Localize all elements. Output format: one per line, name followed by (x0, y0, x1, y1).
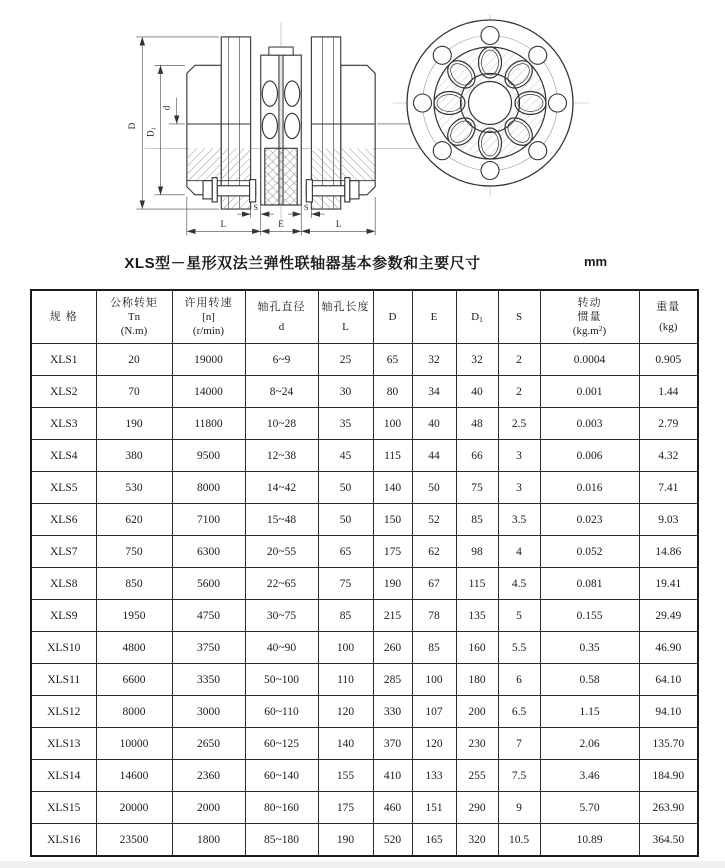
dim-label-d-left: d (161, 105, 172, 111)
value-cell: 370 (373, 728, 412, 760)
value-cell: 12~38 (245, 440, 318, 472)
value-cell: 10.5 (498, 824, 540, 857)
value-cell: 75 (456, 472, 498, 504)
value-cell: 155 (318, 760, 373, 792)
title-row (0, 252, 725, 274)
value-cell: 7.5 (498, 760, 540, 792)
value-cell: 60~125 (245, 728, 318, 760)
value-cell: 750 (96, 536, 172, 568)
spec-cell: XLS1 (31, 344, 96, 376)
value-cell: 85 (318, 600, 373, 632)
value-cell: 14000 (172, 376, 245, 408)
value-cell: 10.89 (540, 824, 639, 857)
spec-cell: XLS11 (31, 664, 96, 696)
value-cell: 11800 (172, 408, 245, 440)
value-cell: 14~42 (245, 472, 318, 504)
value-cell: 0.155 (540, 600, 639, 632)
value-cell: 66 (456, 440, 498, 472)
value-cell: 52 (412, 504, 456, 536)
value-cell: 85 (412, 632, 456, 664)
value-cell: 0.081 (540, 568, 639, 600)
spec-cell: XLS14 (31, 760, 96, 792)
spec-cell: XLS3 (31, 408, 96, 440)
col-D: D (373, 290, 412, 344)
value-cell: 45 (318, 440, 373, 472)
value-cell: 0.905 (639, 344, 698, 376)
col-speed: 许用转速 [n] (r/min) (172, 290, 245, 344)
value-cell: 4 (498, 536, 540, 568)
spec-cell: XLS8 (31, 568, 96, 600)
value-cell: 32 (412, 344, 456, 376)
value-cell: 7100 (172, 504, 245, 536)
value-cell: 2.79 (639, 408, 698, 440)
value-cell: 6.5 (498, 696, 540, 728)
value-cell: 140 (318, 728, 373, 760)
value-cell: 75 (318, 568, 373, 600)
value-cell: 94.10 (639, 696, 698, 728)
value-cell: 255 (456, 760, 498, 792)
value-cell: 10000 (96, 728, 172, 760)
spec-cell: XLS5 (31, 472, 96, 504)
value-cell: 40~90 (245, 632, 318, 664)
value-cell: 85 (456, 504, 498, 536)
value-cell: 180 (456, 664, 498, 696)
table-row (31, 536, 698, 568)
value-cell: 65 (318, 536, 373, 568)
value-cell: 80 (373, 376, 412, 408)
value-cell: 65 (373, 344, 412, 376)
value-cell: 380 (96, 440, 172, 472)
value-cell: 19.41 (639, 568, 698, 600)
value-cell: 30 (318, 376, 373, 408)
dim-label-E: E (278, 219, 284, 230)
value-cell: 100 (318, 632, 373, 664)
value-cell: 64.10 (639, 664, 698, 696)
value-cell: 330 (373, 696, 412, 728)
coupling-front-drawing (393, 14, 589, 196)
dim-label-D: D (127, 122, 138, 130)
value-cell: 0.35 (540, 632, 639, 664)
value-cell: 22~65 (245, 568, 318, 600)
value-cell: 364.50 (639, 824, 698, 857)
col-bore-length: 轴孔长度 L (318, 290, 373, 344)
value-cell: 0.58 (540, 664, 639, 696)
table-row (31, 408, 698, 440)
spec-cell: XLS16 (31, 824, 96, 857)
table-row (31, 440, 698, 472)
value-cell: 200 (456, 696, 498, 728)
value-cell: 4.32 (639, 440, 698, 472)
value-cell: 285 (373, 664, 412, 696)
table-row (31, 504, 698, 536)
value-cell: 40 (456, 376, 498, 408)
value-cell: 8000 (172, 472, 245, 504)
col-weight: 重量 (kg) (639, 290, 698, 344)
value-cell: 0.016 (540, 472, 639, 504)
value-cell: 115 (456, 568, 498, 600)
value-cell: 263.90 (639, 792, 698, 824)
spec-cell: XLS2 (31, 376, 96, 408)
table-row (31, 696, 698, 728)
col-bore-diameter: 轴孔直径 d (245, 290, 318, 344)
value-cell: 190 (96, 408, 172, 440)
value-cell: 32 (456, 344, 498, 376)
table-row (31, 760, 698, 792)
value-cell: 30~75 (245, 600, 318, 632)
col-E: E (412, 290, 456, 344)
value-cell: 190 (373, 568, 412, 600)
value-cell: 850 (96, 568, 172, 600)
unit-label: mm (584, 254, 608, 269)
dim-label-S-left: S (253, 203, 258, 213)
parameters-table (30, 289, 699, 857)
value-cell: 29.49 (639, 600, 698, 632)
value-cell: 98 (456, 536, 498, 568)
value-cell: 3750 (172, 632, 245, 664)
value-cell: 0.003 (540, 408, 639, 440)
page-title: XLS型－星形双法兰弹性联轴器基本参数和主要尺寸 (124, 255, 481, 272)
value-cell: 25 (318, 344, 373, 376)
value-cell: 120 (318, 696, 373, 728)
star-element-section (265, 148, 297, 205)
sleeve-cap (269, 47, 293, 55)
value-cell: 60~140 (245, 760, 318, 792)
value-cell: 1.15 (540, 696, 639, 728)
table-row (31, 792, 698, 824)
value-cell: 46.90 (639, 632, 698, 664)
value-cell: 520 (373, 824, 412, 857)
table-row (31, 664, 698, 696)
value-cell: 460 (373, 792, 412, 824)
spec-cell: XLS6 (31, 504, 96, 536)
value-cell: 5.5 (498, 632, 540, 664)
value-cell: 1950 (96, 600, 172, 632)
value-cell: 530 (96, 472, 172, 504)
table-row (31, 632, 698, 664)
spec-cell: XLS4 (31, 440, 96, 472)
value-cell: 62 (412, 536, 456, 568)
value-cell: 3.5 (498, 504, 540, 536)
spec-cell: XLS15 (31, 792, 96, 824)
value-cell: 3.46 (540, 760, 639, 792)
value-cell: 290 (456, 792, 498, 824)
value-cell: 60~110 (245, 696, 318, 728)
value-cell: 150 (373, 504, 412, 536)
value-cell: 50 (412, 472, 456, 504)
value-cell: 260 (373, 632, 412, 664)
value-cell: 140 (373, 472, 412, 504)
value-cell: 9 (498, 792, 540, 824)
value-cell: 620 (96, 504, 172, 536)
value-cell: 7.41 (639, 472, 698, 504)
value-cell: 85~180 (245, 824, 318, 857)
table-row (31, 344, 698, 376)
value-cell: 215 (373, 600, 412, 632)
value-cell: 0.052 (540, 536, 639, 568)
col-torque: 公称转矩 Tn (N.m) (96, 290, 172, 344)
value-cell: 3350 (172, 664, 245, 696)
value-cell: 4.5 (498, 568, 540, 600)
value-cell: 14.86 (639, 536, 698, 568)
value-cell: 1800 (172, 824, 245, 857)
value-cell: 0.001 (540, 376, 639, 408)
value-cell: 5.70 (540, 792, 639, 824)
value-cell: 20~55 (245, 536, 318, 568)
value-cell: 410 (373, 760, 412, 792)
value-cell: 20000 (96, 792, 172, 824)
value-cell: 2.06 (540, 728, 639, 760)
value-cell: 10~28 (245, 408, 318, 440)
value-cell: 175 (318, 792, 373, 824)
value-cell: 5 (498, 600, 540, 632)
value-cell: 6600 (96, 664, 172, 696)
spec-cell: XLS9 (31, 600, 96, 632)
value-cell: 2650 (172, 728, 245, 760)
table-row (31, 568, 698, 600)
value-cell: 120 (412, 728, 456, 760)
value-cell: 2000 (172, 792, 245, 824)
value-cell: 1.44 (639, 376, 698, 408)
value-cell: 107 (412, 696, 456, 728)
value-cell: 175 (373, 536, 412, 568)
value-cell: 6 (498, 664, 540, 696)
value-cell: 20 (96, 344, 172, 376)
dim-label-L-left: L (220, 219, 227, 230)
table-header (31, 290, 698, 344)
value-cell: 48 (456, 408, 498, 440)
value-cell: 9500 (172, 440, 245, 472)
value-cell: 7 (498, 728, 540, 760)
bottom-page-strip (0, 861, 725, 868)
value-cell: 320 (456, 824, 498, 857)
table-row (31, 376, 698, 408)
value-cell: 80~160 (245, 792, 318, 824)
value-cell: 8000 (96, 696, 172, 728)
value-cell: 50~100 (245, 664, 318, 696)
value-cell: 50 (318, 472, 373, 504)
col-S: S (498, 290, 540, 344)
value-cell: 67 (412, 568, 456, 600)
value-cell: 3000 (172, 696, 245, 728)
value-cell: 23500 (96, 824, 172, 857)
table-row (31, 824, 698, 857)
col-inertia: 转动 惯量 $(kg.m^2)$ (540, 290, 639, 344)
value-cell: 6300 (172, 536, 245, 568)
value-cell: 34 (412, 376, 456, 408)
dim-label-S-right: S (304, 203, 309, 213)
value-cell: 19000 (172, 344, 245, 376)
value-cell: 2360 (172, 760, 245, 792)
header-row (31, 290, 698, 344)
table-body (31, 344, 698, 857)
spec-cell: XLS13 (31, 728, 96, 760)
value-cell: 9.03 (639, 504, 698, 536)
value-cell: 4800 (96, 632, 172, 664)
dim-label-D1: $D_1$ (145, 127, 158, 138)
value-cell: 165 (412, 824, 456, 857)
value-cell: 100 (412, 664, 456, 696)
value-cell: 184.90 (639, 760, 698, 792)
bore-circle (469, 82, 512, 125)
col-D1: $D_1$ (456, 290, 498, 344)
spec-cell: XLS7 (31, 536, 96, 568)
value-cell: 135 (456, 600, 498, 632)
value-cell: 3 (498, 472, 540, 504)
table-row (31, 472, 698, 504)
value-cell: 0.0004 (540, 344, 639, 376)
value-cell: 6~9 (245, 344, 318, 376)
value-cell: 5600 (172, 568, 245, 600)
value-cell: 100 (373, 408, 412, 440)
value-cell: 50 (318, 504, 373, 536)
table-row (31, 600, 698, 632)
table-row (31, 728, 698, 760)
value-cell: 2 (498, 344, 540, 376)
spec-cell: XLS10 (31, 632, 96, 664)
value-cell: 15~48 (245, 504, 318, 536)
value-cell: 8~24 (245, 376, 318, 408)
col-spec: 规 格 (31, 290, 96, 344)
value-cell: 0.006 (540, 440, 639, 472)
value-cell: 133 (412, 760, 456, 792)
value-cell: 44 (412, 440, 456, 472)
value-cell: 4750 (172, 600, 245, 632)
value-cell: 14600 (96, 760, 172, 792)
value-cell: 35 (318, 408, 373, 440)
value-cell: 135.70 (639, 728, 698, 760)
value-cell: 3 (498, 440, 540, 472)
value-cell: 151 (412, 792, 456, 824)
value-cell: 0.023 (540, 504, 639, 536)
value-cell: 160 (456, 632, 498, 664)
value-cell: 70 (96, 376, 172, 408)
value-cell: 40 (412, 408, 456, 440)
value-cell: 2 (498, 376, 540, 408)
spec-cell: XLS12 (31, 696, 96, 728)
value-cell: 2.5 (498, 408, 540, 440)
value-cell: 78 (412, 600, 456, 632)
value-cell: 190 (318, 824, 373, 857)
dim-label-L-right: L (335, 219, 342, 230)
value-cell: 115 (373, 440, 412, 472)
value-cell: 110 (318, 664, 373, 696)
value-cell: 230 (456, 728, 498, 760)
